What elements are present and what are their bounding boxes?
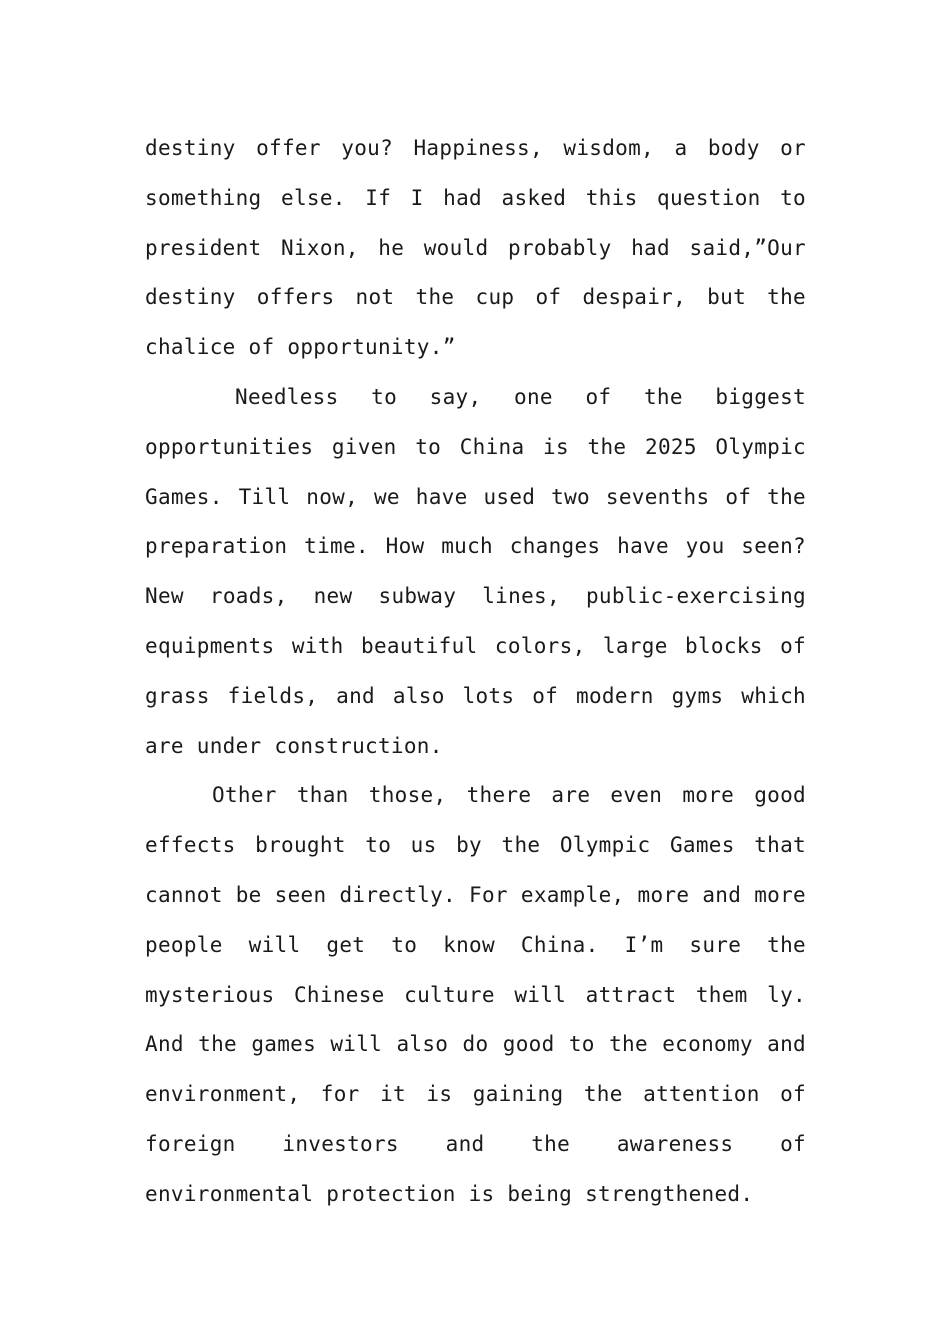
paragraph-destiny: destiny offer you? Happiness, wisdom, a body or something else. If I had asked this question to president Nixon, he would probably had said,”Our destiny offers not the cup of despair, but the chalice of opportunity.” (145, 136, 806, 360)
document-body (145, 124, 806, 1220)
paragraph-other-effects: Other than those, there are even more good effects brought to us by the Olympic Games that cannot be seen directly. For example, more and more people will get to know China. I’m sure the mysterious Chinese culture will attract them ly. And the games will also do good to the economy and environment, for it is gaining the attention of foreign investors and the awareness of environmental protection is being strengthened. (145, 783, 806, 1206)
paragraph-olympic-opportunity: Needless to say, one of the biggest opportunities given to China is the 2025 Olympic Games. Till now, we have used two sevenths of the preparation time. How much changes have you seen? New roads, new subway lines, public-exercising equipments with beautiful colors, large blocks of grass fields, and also lots of modern gyms which are under construction. (145, 384, 806, 758)
